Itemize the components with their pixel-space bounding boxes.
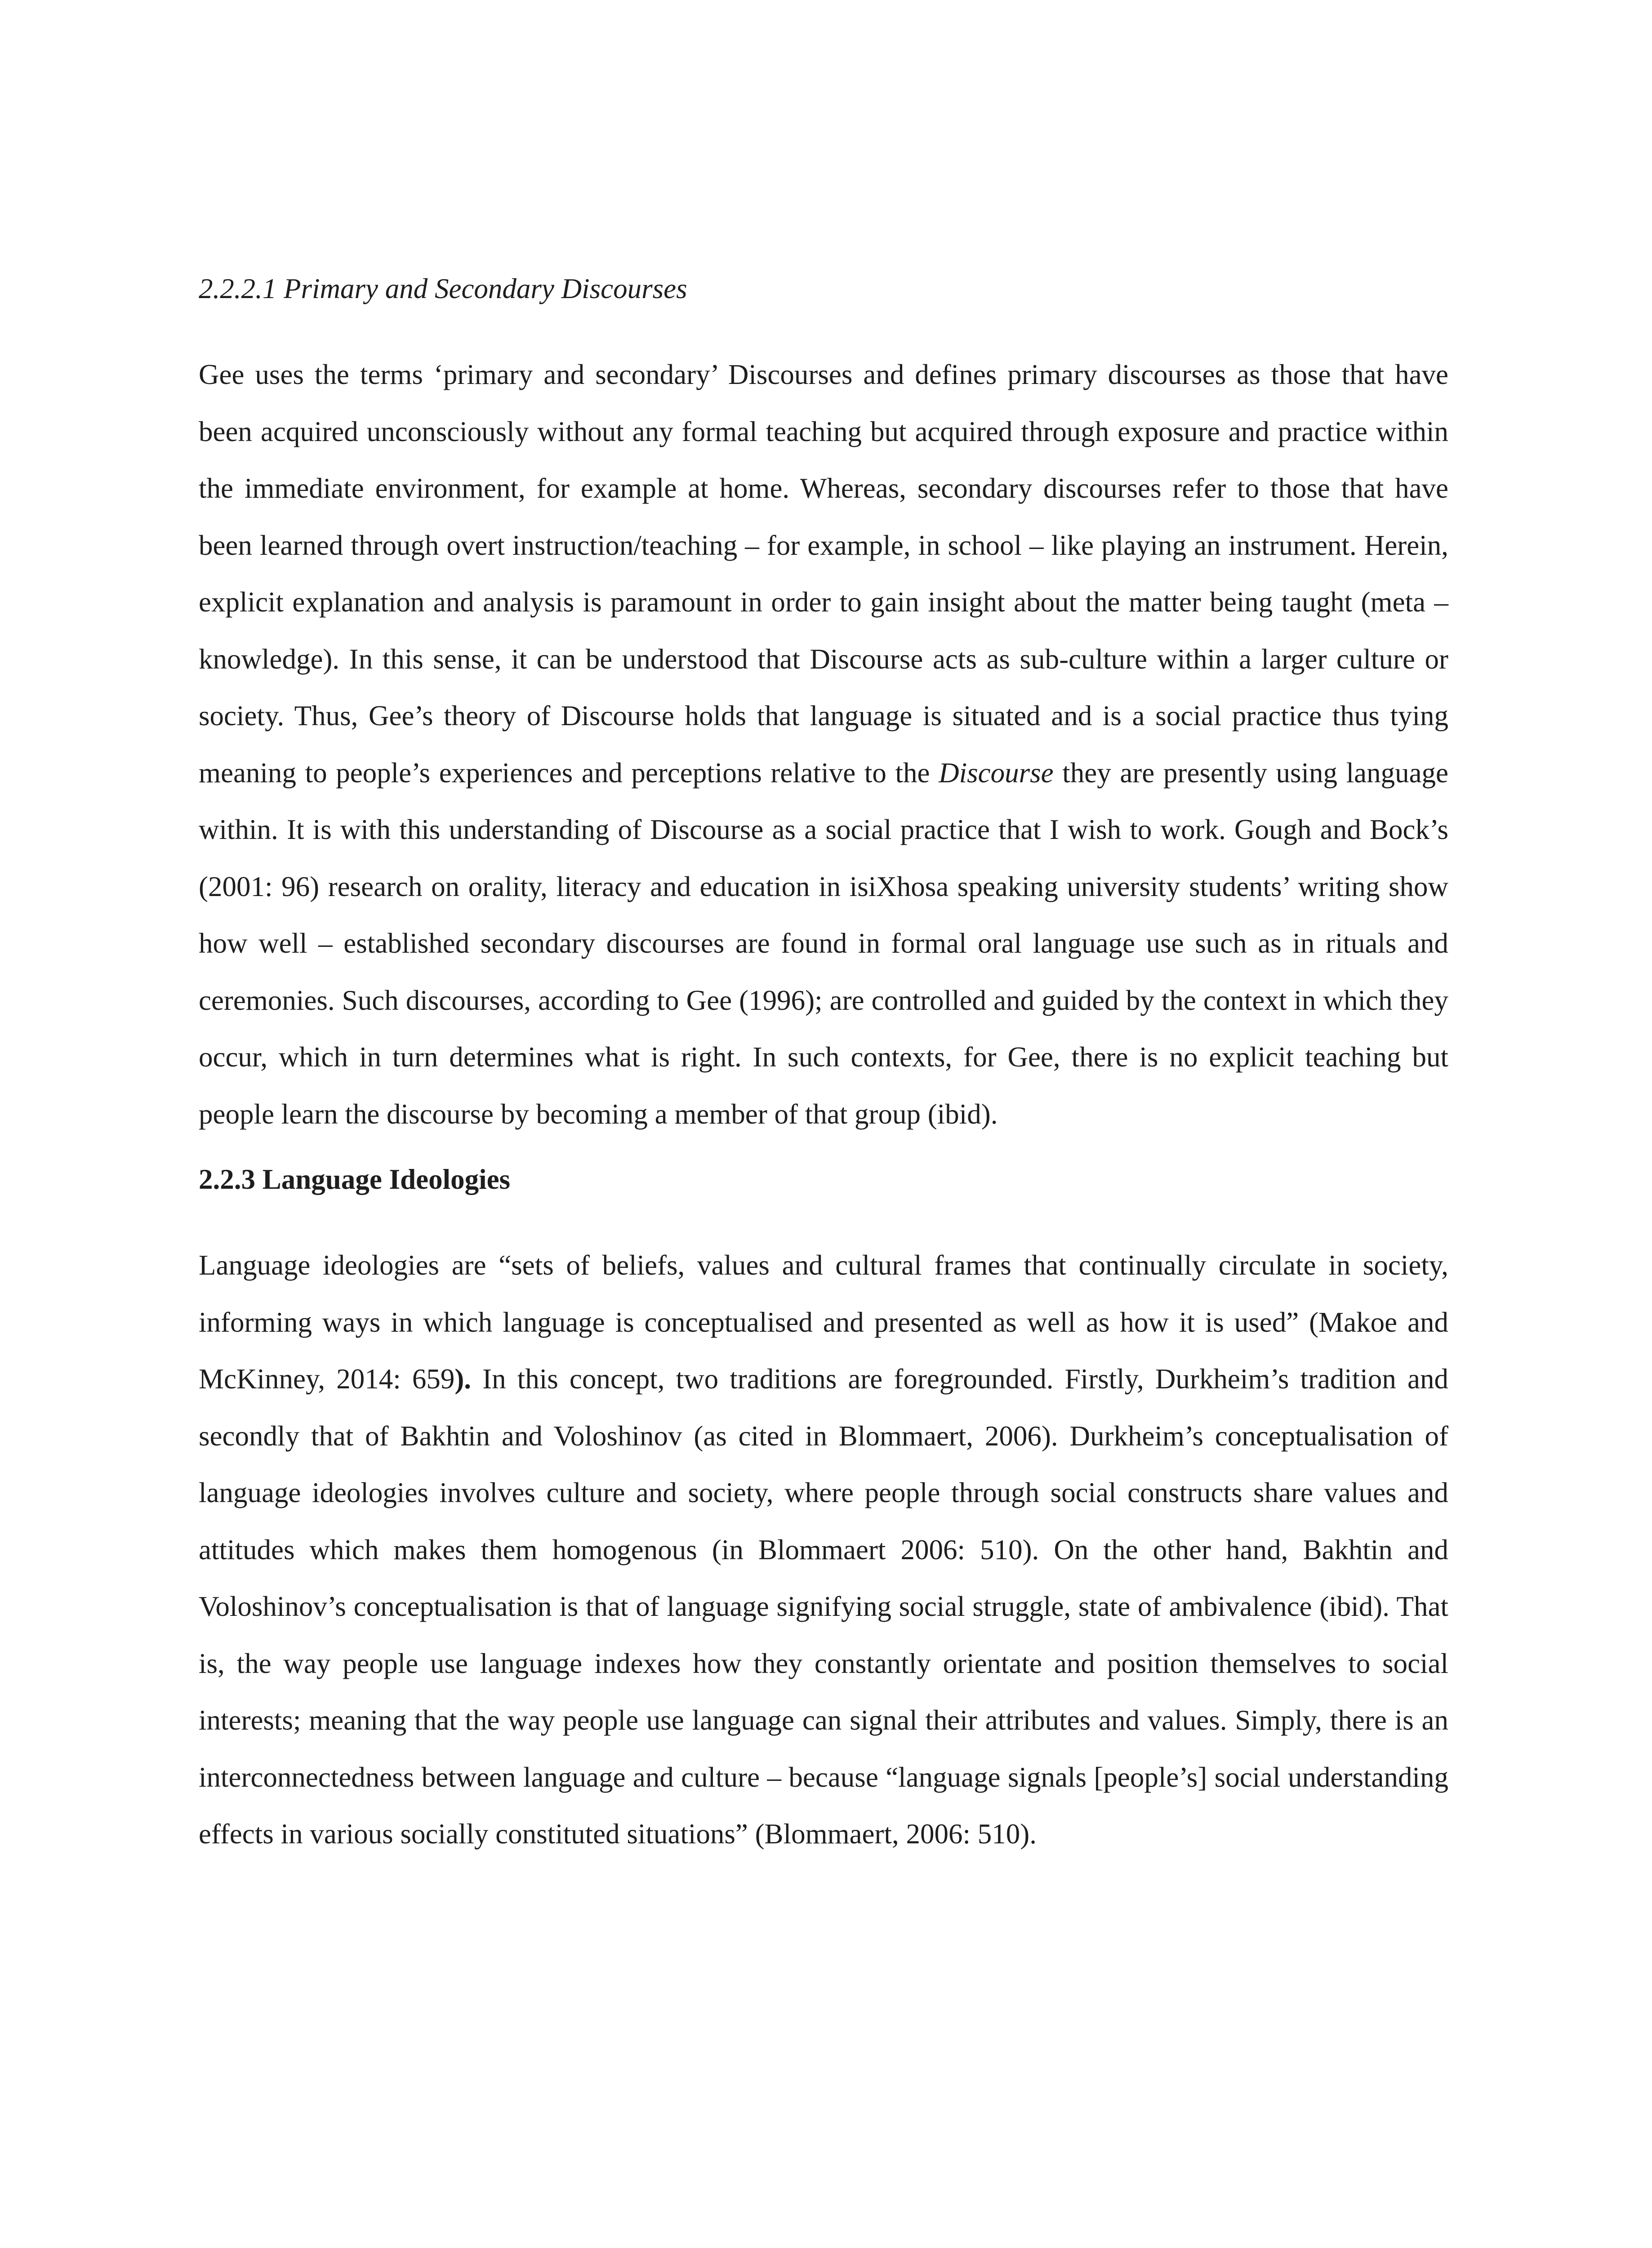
- paragraph-text: Language ideologies are “sets of beliefs, values and cultural frames that continually circulate in society, informing ways in which language is conceptualised and presented as well as how it is used” (Makoe and McKinney, 2014: 659: [199, 1249, 1448, 1395]
- section-heading-language-ideologies: 2.2.3 Language Ideologies: [199, 1164, 511, 1195]
- page-content: [199, 270, 1448, 1881]
- italic-term-discourse: Discourse: [939, 757, 1054, 789]
- section-heading-primary-secondary-discourses: 2.2.2.1 Primary and Secondary Discourses: [199, 273, 687, 304]
- paragraph-text: Gee uses the terms ‘primary and secondary’ Discourses and defines primary discourses as those that have been acquired unconsciously without any formal teaching but acquired through exposure and practice within the immediate environment, for example at home. Whereas, secondary discourses refer to those that have been learned through overt instruction/teaching – for example, in school – like playing an instrument. Herein, explicit explanation and analysis is paramount in order to gain insight about the matter being taught (meta – knowledge). In this sense, it can be understood that Discourse acts as sub-culture within a larger culture or society. Thus, Gee’s theory of Discourse holds that language is situated and is a social practice thus tying meaning to people’s experiences and perceptions relative to the: [199, 359, 1448, 789]
- paragraph-text: they are presently using language within. It is with this understanding of Discourse as a social practice that I wish to work. Gough and Bock’s (2001: 96) research on orality, literacy and education in isiXhosa speaking university students’ writing show how well – established secondary discourses are found in formal oral language use such as in rituals and ceremonies. Such discourses, according to Gee (1996); are controlled and guided by the context in which they occur, which in turn determines what is right. In such contexts, for Gee, there is no explicit teaching but people learn the discourse by becoming a member of that group (ibid).: [199, 757, 1448, 1130]
- bold-punctuation: ).: [454, 1363, 472, 1395]
- paragraph-text: In this concept, two traditions are foregrounded. Firstly, Durkheim’s tradition and secondly that of Bakhtin and Voloshinov (as cited in Blommaert, 2006). Durkheim’s conceptualisation of language ideologies involves culture and society, where people through social constructs share values and attitudes which makes them homogenous (in Blommaert 2006: 510). On the other hand, Bakhtin and Voloshinov’s conceptualisation is that of language signifying social struggle, state of ambivalence (ibid). That is, the way people use language indexes how they constantly orientate and position themselves to social interests; meaning that the way people use language can signal their attributes and values. Simply, there is an interconnectedness between language and culture – because “language signals [people’s] social understanding effects in various socially constituted situations” (Blommaert, 2006: 510).: [199, 1363, 1448, 1850]
- paragraph-language-ideologies: [199, 1237, 1448, 1863]
- paragraph-primary-secondary-discourses: [199, 346, 1448, 1142]
